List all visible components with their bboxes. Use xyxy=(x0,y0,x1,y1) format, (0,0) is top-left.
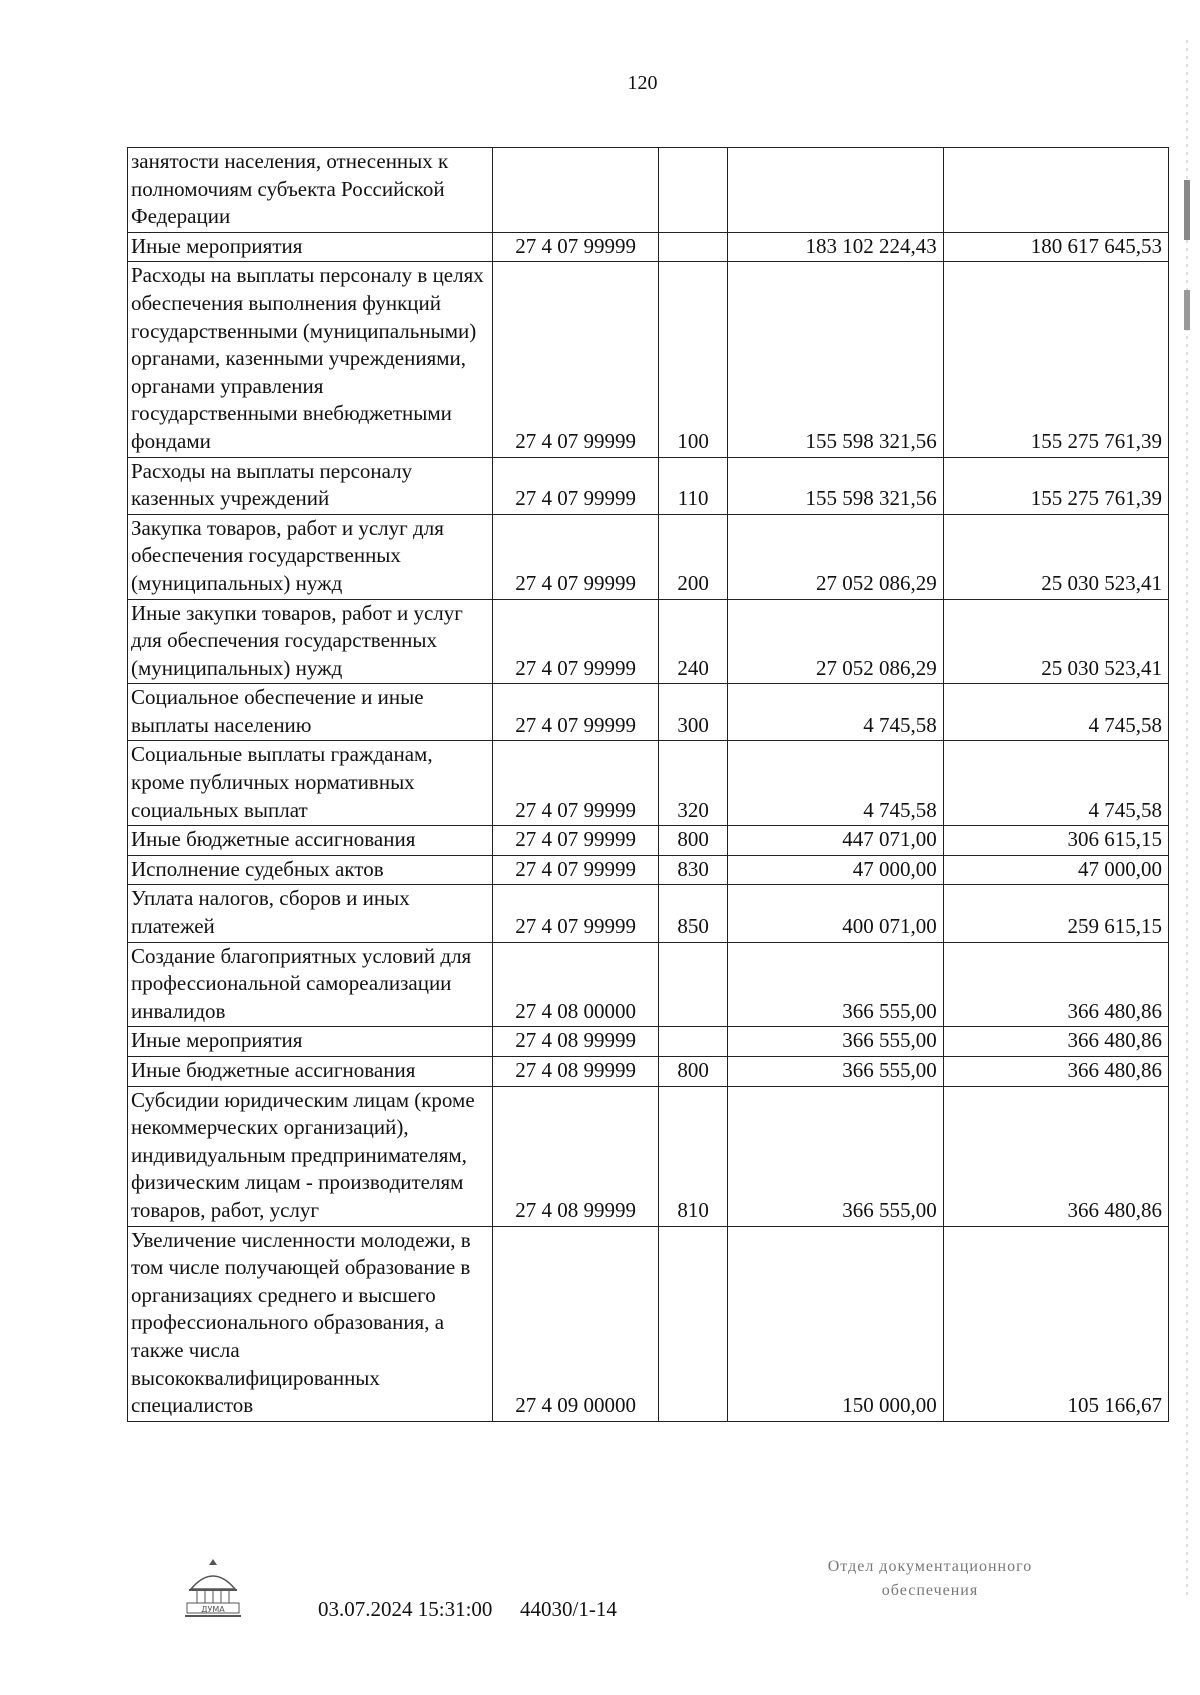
cell-target-code: 27 4 08 00000 xyxy=(493,942,658,1027)
cell-target-code: 27 4 07 99999 xyxy=(493,457,658,514)
cell-target-code: 27 4 08 99999 xyxy=(493,1057,658,1087)
cell-fact-amount xyxy=(943,148,1168,233)
cell-plan-amount: 447 071,00 xyxy=(728,826,943,856)
table-row xyxy=(128,232,1169,262)
cell-name: Социальные выплаты гражданам, кроме публичных нормативных социальных выплат xyxy=(128,741,493,826)
cell-name: Исполнение судебных актов xyxy=(128,855,493,885)
cell-fact-amount: 366 480,86 xyxy=(943,1086,1168,1226)
cell-plan-amount: 47 000,00 xyxy=(728,855,943,885)
cell-name: Уплата налогов, сборов и иных платежей xyxy=(128,885,493,942)
cell-expense-type: 800 xyxy=(658,826,728,856)
table-row xyxy=(128,599,1169,684)
cell-expense-type xyxy=(658,1027,728,1057)
cell-name: Расходы на выплаты персоналу в целях обеспечения выполнения функций государственными (муниципальными) органами, казенными учреждениями, органами управления государственными внебюджетными фондами xyxy=(128,262,493,457)
cell-fact-amount: 366 480,86 xyxy=(943,1027,1168,1057)
scan-edge-marks xyxy=(1183,40,1191,1600)
cell-name: Иные мероприятия xyxy=(128,232,493,262)
cell-plan-amount: 366 555,00 xyxy=(728,942,943,1027)
table-row xyxy=(128,885,1169,942)
cell-expense-type xyxy=(658,942,728,1027)
cell-target-code: 27 4 07 99999 xyxy=(493,514,658,599)
cell-fact-amount: 366 480,86 xyxy=(943,1057,1168,1087)
cell-fact-amount: 155 275 761,39 xyxy=(943,457,1168,514)
cell-fact-amount: 259 615,15 xyxy=(943,885,1168,942)
cell-expense-type: 830 xyxy=(658,855,728,885)
cell-expense-type xyxy=(658,232,728,262)
cell-target-code: 27 4 07 99999 xyxy=(493,826,658,856)
table-row xyxy=(128,457,1169,514)
table-row xyxy=(128,148,1169,233)
cell-name: Закупка товаров, работ и услуг для обеспечения государственных (муниципальных) нужд xyxy=(128,514,493,599)
cell-fact-amount: 105 166,67 xyxy=(943,1226,1168,1421)
duma-logo-icon xyxy=(183,1555,243,1621)
cell-target-code: 27 4 08 99999 xyxy=(493,1086,658,1226)
cell-expense-type: 110 xyxy=(658,457,728,514)
cell-fact-amount: 155 275 761,39 xyxy=(943,262,1168,457)
table-row xyxy=(128,1226,1169,1421)
cell-name: Субсидии юридическим лицам (кроме некоммерческих организаций), индивидуальным предпринимателям, физическим лицам - производителям товаров, работ, услуг xyxy=(128,1086,493,1226)
cell-name: Иные бюджетные ассигнования xyxy=(128,826,493,856)
cell-name: Иные бюджетные ассигнования xyxy=(128,1057,493,1087)
cell-plan-amount: 155 598 321,56 xyxy=(728,262,943,457)
table-row xyxy=(128,826,1169,856)
cell-fact-amount: 47 000,00 xyxy=(943,855,1168,885)
cell-expense-type: 240 xyxy=(658,599,728,684)
cell-name: Иные мероприятия xyxy=(128,1027,493,1057)
table-row xyxy=(128,684,1169,741)
cell-expense-type xyxy=(658,148,728,233)
table-row xyxy=(128,942,1169,1027)
cell-plan-amount xyxy=(728,148,943,233)
cell-name: Социальное обеспечение и иные выплаты населению xyxy=(128,684,493,741)
cell-expense-type: 100 xyxy=(658,262,728,457)
cell-plan-amount: 366 555,00 xyxy=(728,1027,943,1057)
cell-fact-amount: 4 745,58 xyxy=(943,684,1168,741)
cell-target-code xyxy=(493,148,658,233)
cell-fact-amount: 366 480,86 xyxy=(943,942,1168,1027)
cell-target-code: 27 4 07 99999 xyxy=(493,599,658,684)
cell-expense-type: 320 xyxy=(658,741,728,826)
cell-expense-type: 810 xyxy=(658,1086,728,1226)
cell-expense-type: 300 xyxy=(658,684,728,741)
cell-target-code: 27 4 07 99999 xyxy=(493,741,658,826)
table-row xyxy=(128,262,1169,457)
cell-fact-amount: 25 030 523,41 xyxy=(943,514,1168,599)
cell-plan-amount: 27 052 086,29 xyxy=(728,599,943,684)
budget-table xyxy=(127,147,1169,1422)
cell-fact-amount: 4 745,58 xyxy=(943,741,1168,826)
cell-name: Создание благоприятных условий для профессиональной самореализации инвалидов xyxy=(128,942,493,1027)
cell-expense-type xyxy=(658,1226,728,1421)
logo-text: ДУМА xyxy=(201,1605,225,1614)
cell-target-code: 27 4 07 99999 xyxy=(493,232,658,262)
cell-name: Увеличение численности молодежи, в том числе получающей образование в организациях среднего и высшего профессионального образования, а также числа высококвалифицированных специалистов xyxy=(128,1226,493,1421)
stamp-line-2: обеспечения xyxy=(881,1582,979,1599)
cell-plan-amount: 155 598 321,56 xyxy=(728,457,943,514)
cell-fact-amount: 306 615,15 xyxy=(943,826,1168,856)
cell-name: занятости населения, отнесенных к полномочиям субъекта Российской Федерации xyxy=(128,148,493,233)
table-row xyxy=(128,741,1169,826)
cell-expense-type: 800 xyxy=(658,1057,728,1087)
cell-target-code: 27 4 07 99999 xyxy=(493,885,658,942)
cell-fact-amount: 180 617 645,53 xyxy=(943,232,1168,262)
cell-target-code: 27 4 07 99999 xyxy=(493,684,658,741)
cell-target-code: 27 4 07 99999 xyxy=(493,262,658,457)
cell-name: Расходы на выплаты персоналу казенных учреждений xyxy=(128,457,493,514)
cell-plan-amount: 27 052 086,29 xyxy=(728,514,943,599)
footer-reg-number: 44030/1-14 xyxy=(520,1597,617,1621)
cell-target-code: 27 4 08 99999 xyxy=(493,1027,658,1057)
cell-plan-amount: 400 071,00 xyxy=(728,885,943,942)
stamp-line-1: Отдел документационного xyxy=(827,1558,1033,1575)
table-row xyxy=(128,855,1169,885)
footer-date: 03.07.2024 15:31:00 xyxy=(318,1597,493,1621)
table-row xyxy=(128,1057,1169,1087)
cell-target-code: 27 4 07 99999 xyxy=(493,855,658,885)
table-row xyxy=(128,514,1169,599)
cell-expense-type: 200 xyxy=(658,514,728,599)
page-number: 120 xyxy=(627,72,658,94)
cell-plan-amount: 366 555,00 xyxy=(728,1057,943,1087)
cell-plan-amount: 4 745,58 xyxy=(728,684,943,741)
cell-plan-amount: 183 102 224,43 xyxy=(728,232,943,262)
cell-plan-amount: 4 745,58 xyxy=(728,741,943,826)
cell-target-code: 27 4 09 00000 xyxy=(493,1226,658,1421)
cell-expense-type: 850 xyxy=(658,885,728,942)
cell-name: Иные закупки товаров, работ и услуг для обеспечения государственных (муниципальных) нужд xyxy=(128,599,493,684)
cell-plan-amount: 366 555,00 xyxy=(728,1086,943,1226)
cell-fact-amount: 25 030 523,41 xyxy=(943,599,1168,684)
department-stamp xyxy=(800,1555,1060,1603)
table-row xyxy=(128,1086,1169,1226)
cell-plan-amount: 150 000,00 xyxy=(728,1226,943,1421)
table-row xyxy=(128,1027,1169,1057)
